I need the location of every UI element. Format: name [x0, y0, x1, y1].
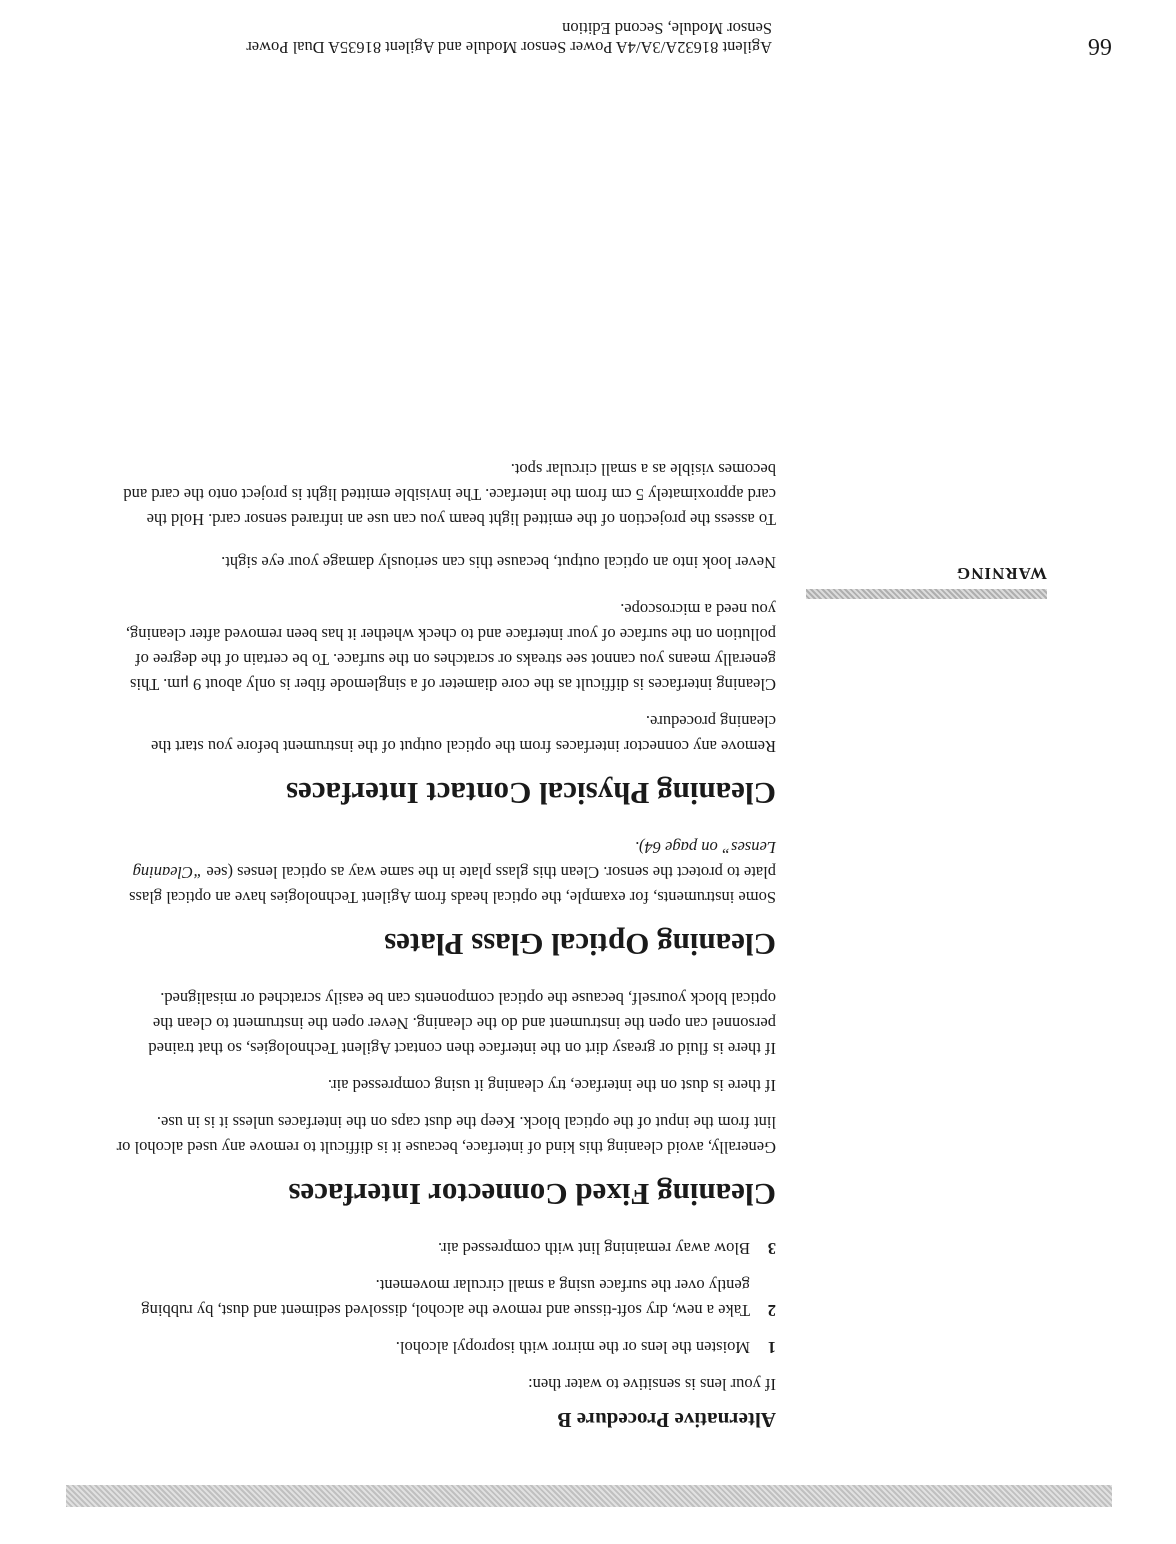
step-item: [116, 1335, 776, 1360]
warning-bar: [806, 589, 1047, 599]
step-item: [116, 1236, 776, 1261]
cross-reference: “Cleaning Lenses” on page 64).: [132, 838, 776, 882]
fixed-connector-paragraph: Generally, avoid cleaning this kind of interface, because it is difficult to remove any used alcohol or lint from the input of the optical block. Keep the dust caps on the interfaces unless it is in use.: [116, 1113, 776, 1157]
fixed-connector-paragraph: If there is fluid or greasy dirt on the interface then contact Agilent Technologies, so that trained personnel can open the instrument and do the cleaning. Never open the instrument to clean the optical block yourself, because the optical components can be easily scratched or misaligned.: [148, 989, 776, 1058]
warning-label-box: [806, 563, 1047, 599]
warning-text: Never look into an optical output, because this can seriously damage your eye sight.: [221, 553, 776, 572]
step-number: 2: [767, 1301, 776, 1320]
glass-plates-text: Some instruments, for example, the optical heads from Agilent Technologies have an optical glass plate to protect the sensor. Clean this glass plate in the same way as optical lenses (see: [129, 863, 776, 907]
header-rule: [66, 1485, 1112, 1507]
physical-contact-paragraph: Cleaning interfaces is difficult as the core diameter of a singlemode fiber is only about 9 μm. This generally means you cannot see streaks or scratches on the surface. To be certain of the degree of pollution on the surface of your interface and to check whether it has been removed after cleaning, you need a microscope.: [125, 600, 776, 694]
physical-contact-closing: To assess the projection of the emitted light beam you can use an infrared sensor card. Hold the card approximately 5 cm from the interface. The invisible emitted light is project onto the card and becomes visible as a small circular spot.: [123, 460, 776, 529]
physical-contact-heading: Cleaning Physical Contact Interfaces: [286, 776, 776, 811]
procedure-b-steps: [116, 1236, 776, 1360]
step-item: [116, 1273, 776, 1323]
procedure-b-heading: Alternative Procedure B: [557, 1408, 776, 1432]
step-number: 3: [767, 1239, 776, 1258]
warning-label: WARNING: [955, 564, 1047, 583]
footer-title-line: Agilent 81632A/3A/4A Power Sensor Module and Agilent 81635A Dual Power: [246, 38, 772, 57]
procedure-b-intro: If your lens is sensitive to water then:: [528, 1375, 776, 1394]
physical-contact-paragraph: Remove any connector interfaces from the optical output of the instrument before you start the cleaning procedure.: [151, 712, 776, 756]
step-text: Moisten the lens or the mirror with isopropyl alcohol.: [395, 1338, 750, 1357]
footer-title: [92, 19, 772, 57]
step-number: 1: [767, 1338, 776, 1357]
glass-plates-heading: Cleaning Optical Glass Plates: [384, 927, 776, 962]
fixed-connector-paragraph: If there is dust on the interface, try cleaning it using compressed air.: [327, 1076, 776, 1095]
fixed-connector-heading: Cleaning Fixed Connector Interfaces: [288, 1177, 776, 1212]
step-text: Blow away remaining lint with compressed air.: [437, 1239, 750, 1258]
warning-note: [116, 550, 1047, 583]
page-content: [116, 445, 1047, 1432]
step-text: Take a new, dry soft-tissue and remove the alcohol, dissolved sediment and dust, by rubbing gently over the surface using a small circular movement.: [141, 1276, 750, 1320]
glass-plates-paragraph: [116, 835, 776, 910]
page-number: 66: [1088, 33, 1112, 59]
footer-title-line: Sensor Module, Second Edition: [562, 19, 772, 38]
